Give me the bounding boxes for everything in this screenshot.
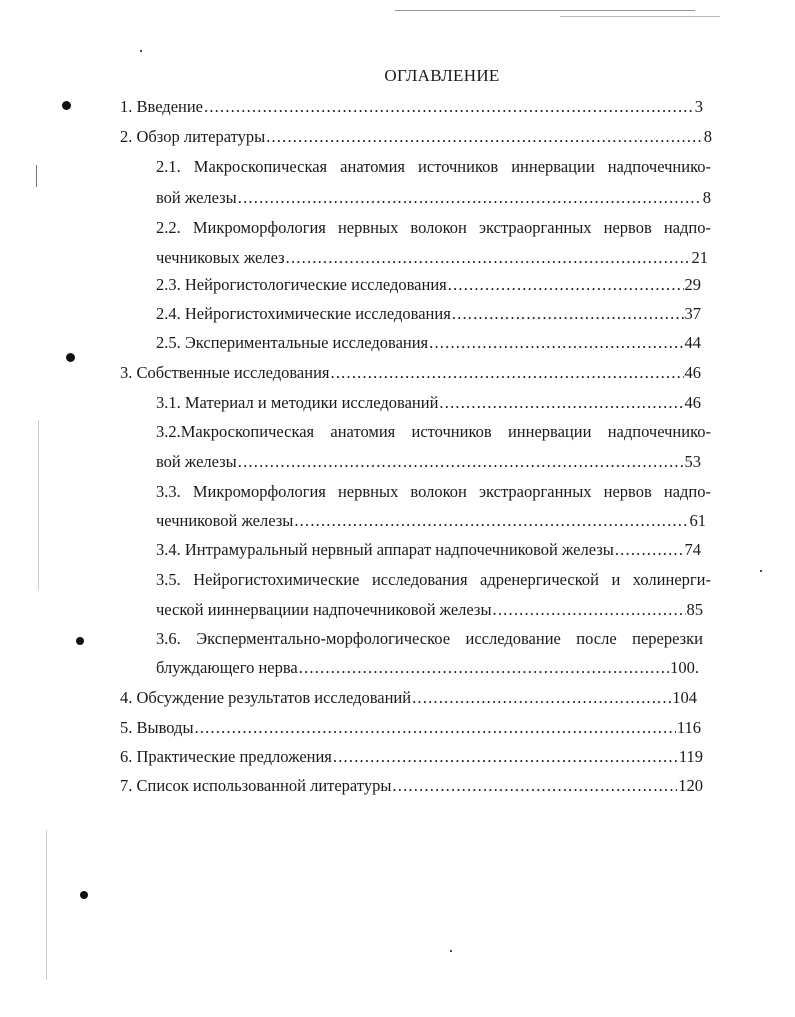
toc-entry [156, 450, 701, 474]
toc-entry-text: вой железы [156, 452, 237, 471]
toc-entry [120, 95, 703, 119]
toc-entry-text: 4. Обсуждение результатов исследований [120, 688, 412, 707]
toc-page-number: 29 [684, 275, 701, 294]
toc-entry [120, 774, 703, 798]
toc-entry-first-line [156, 420, 711, 444]
toc-page-number: 119 [678, 747, 703, 766]
toc-entry-text: 2. Обзор литературы [120, 127, 266, 146]
toc-page-number: 3 [694, 97, 703, 116]
toc-leader-dots [286, 246, 691, 270]
scan-margin-line [36, 165, 37, 187]
toc-entry-first-line [156, 480, 711, 504]
toc-entry-text: 3.5. Нейрогистохимические исследования адренергической и холинерги- [156, 570, 711, 589]
toc-page-number: 44 [684, 333, 701, 352]
toc-entry-text: вой железы [156, 188, 237, 207]
scan-margin-line [38, 420, 39, 590]
toc-entry [156, 186, 711, 210]
toc-leader-dots [429, 331, 683, 355]
scan-margin-line [46, 830, 47, 980]
toc-entry-text: 5. Выводы [120, 718, 194, 737]
toc-entry [156, 538, 701, 562]
toc-leader-dots [412, 686, 671, 710]
toc-entry-text: 2.1. Макроскопическая анатомия источников иннервации надпочечнико- [156, 157, 711, 176]
toc-page-number: 74 [684, 540, 701, 559]
toc-leader-dots [448, 273, 684, 297]
page-title: ОГЛАВЛЕНИЕ [384, 66, 500, 85]
toc-entry-text: 3.2.Макроскопическая анатомия источников иннервации надпочечнико- [156, 422, 711, 441]
toc-leader-dots [266, 125, 703, 149]
toc-page-number: 46 [684, 393, 701, 412]
toc-page-number: 116 [676, 718, 701, 737]
toc-entry-text: 3.3. Микроморфология нервных волокон экстраорганных нервов надпо- [156, 482, 711, 501]
toc-leader-dots [294, 509, 688, 533]
toc-entry [156, 331, 701, 355]
toc-entry-text: 2.3. Нейрогистологические исследования [156, 275, 447, 294]
toc-leader-dots [333, 745, 678, 769]
toc-page-number: 104 [672, 688, 697, 707]
toc-page-number: 37 [684, 304, 701, 323]
punch-hole-mark [76, 637, 84, 645]
scan-line-top [395, 10, 695, 11]
toc-leader-dots [238, 186, 702, 210]
toc-entry-text: 1. Введение [120, 97, 204, 116]
toc-leader-dots [238, 450, 684, 474]
toc-entry [120, 745, 703, 769]
toc-entry-text: 6. Практические предложения [120, 747, 332, 766]
toc-page-number: 53 [684, 452, 701, 471]
punch-hole-mark [66, 353, 75, 362]
toc-leader-dots [331, 361, 684, 385]
toc-entry [120, 716, 701, 740]
toc-page-number: 61 [689, 511, 706, 530]
toc-entry-text: чечниковой железы [156, 511, 294, 530]
toc-entry [120, 686, 697, 710]
toc-entry-text: 3. Собственные исследования [120, 363, 330, 382]
punch-hole-mark [80, 891, 88, 899]
toc-entry [156, 656, 699, 680]
toc-leader-dots [392, 774, 677, 798]
toc-leader-dots [299, 656, 669, 680]
scan-speck [760, 570, 762, 572]
toc-leader-dots [493, 598, 686, 622]
punch-hole-mark [62, 101, 71, 110]
toc-leader-dots [195, 716, 676, 740]
toc-entry-first-line [156, 627, 703, 651]
toc-entry-first-line [156, 155, 711, 179]
toc-entry [156, 273, 701, 297]
toc-entry [156, 391, 701, 415]
toc-page-number: 21 [691, 248, 708, 267]
toc-leader-dots [439, 391, 683, 415]
toc-page-number: 46 [684, 363, 701, 382]
toc-entry-text: 3.4. Интрамуральный нервный аппарат надпочечниковой железы [156, 540, 614, 559]
toc-entry-first-line [156, 216, 711, 240]
toc-entry [156, 302, 701, 326]
toc-entry [156, 598, 703, 622]
scan-speck [450, 950, 452, 952]
toc-page-number: 8 [702, 188, 711, 207]
toc-page-number: 85 [686, 600, 703, 619]
toc-page-number: 100. [670, 658, 699, 677]
toc-leader-dots [452, 302, 684, 326]
toc-entry-text: 2.5. Экспериментальные исследования [156, 333, 429, 352]
scan-line-top-2 [560, 16, 720, 17]
toc-entry-text: 3.1. Материал и методики исследований [156, 393, 439, 412]
toc-leader-dots [204, 95, 694, 119]
toc-entry-text: блуждающего нерва [156, 658, 298, 677]
toc-entry-text: 7. Список использованной литературы [120, 776, 392, 795]
toc-page-number: 8 [703, 127, 712, 146]
toc-entry-text: 2.2. Микроморфология нервных волокон экстраорганных нервов надпо- [156, 218, 711, 237]
toc-leader-dots [615, 538, 684, 562]
toc-entry-text: 2.4. Нейрогистохимические исследования [156, 304, 451, 323]
toc-entry-first-line [156, 568, 711, 592]
toc-entry-text: ческой ииннервациии надпочечниковой железы [156, 600, 492, 619]
toc-entry-text: чечниковых желез [156, 248, 285, 267]
toc-entry [156, 509, 706, 533]
toc-entry [120, 361, 701, 385]
toc-entry [120, 125, 712, 149]
toc-entry-text: 3.6. Эксперментально-морфологическое исследование после перерезки [156, 629, 703, 648]
scan-speck [140, 50, 142, 52]
toc-entry [156, 246, 708, 270]
toc-page-number: 120 [678, 776, 703, 795]
